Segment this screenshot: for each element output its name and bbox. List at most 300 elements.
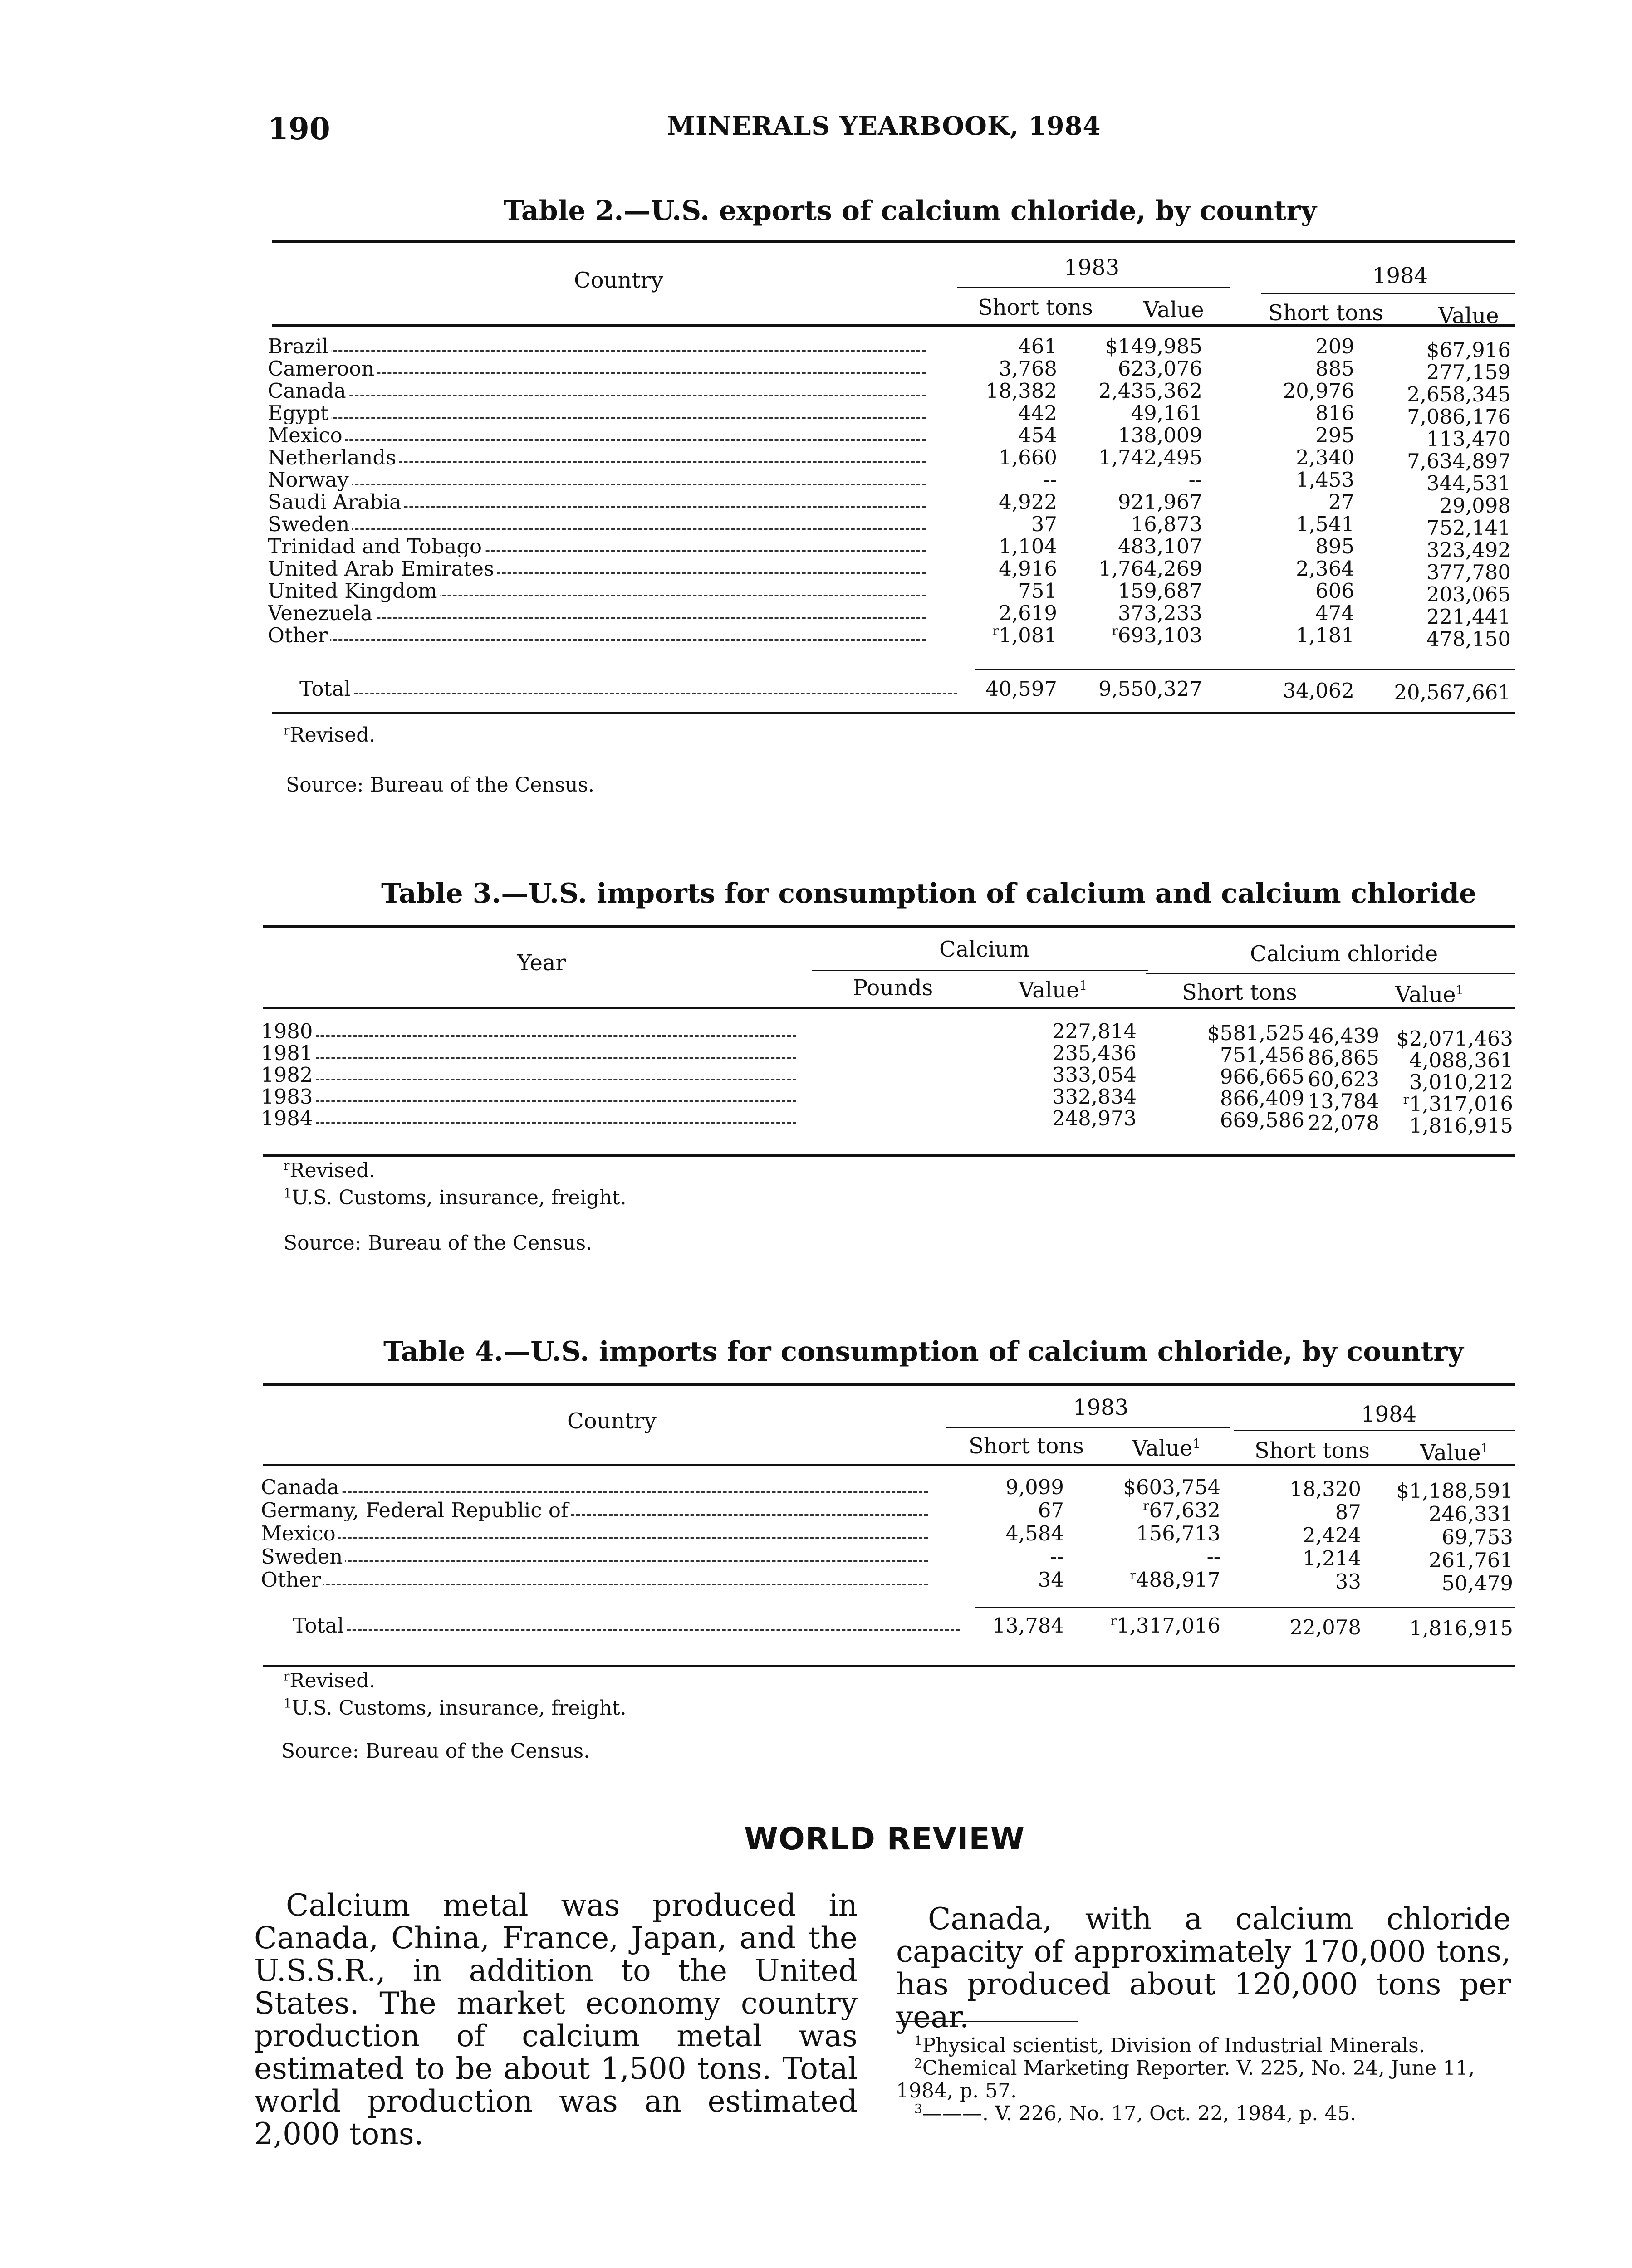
leader-dots bbox=[261, 1100, 796, 1102]
cell-value: 227,814 bbox=[1052, 1019, 1137, 1043]
revised-mark: r bbox=[1130, 1568, 1136, 1583]
short-tons-1983 bbox=[999, 602, 1057, 624]
table2-year-1984: 1984 bbox=[1372, 263, 1428, 288]
footnote-mark: 1 bbox=[284, 1185, 292, 1201]
cell-value: 27 bbox=[1328, 490, 1354, 514]
table2-col-short-tons-83: Short tons bbox=[978, 295, 1093, 320]
table4-total-row bbox=[261, 1615, 1518, 1642]
short-tons bbox=[1308, 1047, 1379, 1069]
value-1983 bbox=[1098, 447, 1202, 469]
value-1984 bbox=[1429, 1503, 1513, 1525]
col-value-label: Value bbox=[1395, 982, 1456, 1007]
table2-col-short-tons-84: Short tons bbox=[1268, 300, 1383, 326]
leader-dots bbox=[268, 439, 926, 441]
table3-note-1 bbox=[284, 1186, 627, 1209]
cell-value: 4,584 bbox=[1005, 1521, 1064, 1545]
revised-mark: r bbox=[1403, 1092, 1409, 1107]
total-value-1983 bbox=[1111, 1615, 1220, 1637]
cell-value: 4,916 bbox=[999, 557, 1057, 581]
revised-mark: r bbox=[992, 623, 999, 638]
short-tons-1984 bbox=[1315, 536, 1354, 557]
row-label-text: Canada bbox=[261, 1476, 342, 1498]
cell-value: 86,865 bbox=[1308, 1046, 1379, 1070]
row-label-text: Sweden bbox=[268, 513, 352, 535]
cell-value: 2,340 bbox=[1296, 445, 1354, 469]
row-label-text: Netherlands bbox=[268, 447, 399, 469]
note-text: U.S. Customs, insurance, freight. bbox=[291, 1696, 627, 1720]
short-tons-1983 bbox=[1050, 1546, 1064, 1568]
table2-bottom-rule bbox=[272, 712, 1515, 714]
revised-text: Revised. bbox=[289, 723, 376, 747]
value-1984 bbox=[1407, 406, 1511, 428]
cell-value: 3,010,212 bbox=[1409, 1070, 1513, 1094]
calcium-chloride-value bbox=[1403, 1093, 1513, 1115]
footnote-text: ———. V. 226, No. 17, Oct. 22, 1984, p. 45. bbox=[922, 2102, 1357, 2125]
footnote-mark: 3 bbox=[914, 2101, 922, 2116]
short-tons-1983 bbox=[993, 625, 1057, 646]
row-label bbox=[299, 678, 957, 700]
cell-value: 1,317,016 bbox=[1116, 1613, 1220, 1637]
total-short-tons-1983 bbox=[993, 1615, 1064, 1637]
leader-dots bbox=[268, 639, 926, 641]
short-tons-1984 bbox=[1296, 469, 1354, 491]
short-tons-1983 bbox=[1018, 425, 1057, 446]
revised-text: Revised. bbox=[289, 1159, 376, 1182]
table4-note-1 bbox=[284, 1696, 627, 1720]
leader-dots bbox=[261, 1057, 796, 1059]
row-label bbox=[293, 1615, 960, 1637]
table4-col-short-tons-83: Short tons bbox=[969, 1433, 1084, 1459]
cell-value: 67,632 bbox=[1149, 1498, 1220, 1522]
revised-mark: r bbox=[284, 1158, 290, 1173]
cell-value: 261,761 bbox=[1428, 1548, 1513, 1572]
table4-col-value-84 bbox=[1420, 1440, 1489, 1466]
row-label bbox=[268, 602, 926, 624]
cell-value: 751 bbox=[1018, 579, 1057, 603]
footnote-separator bbox=[896, 2021, 1078, 2022]
short-tons-1984 bbox=[1328, 491, 1354, 513]
cell-value: 34,062 bbox=[1283, 679, 1354, 703]
cell-value: 752,141 bbox=[1426, 516, 1511, 540]
leader-dots bbox=[261, 1122, 796, 1124]
value-1984 bbox=[1426, 339, 1511, 361]
short-tons-1983 bbox=[1038, 1569, 1064, 1591]
footnotes bbox=[896, 2034, 1513, 2125]
table3-note-revised bbox=[284, 1159, 375, 1182]
table2-rows bbox=[268, 336, 1520, 680]
row-label bbox=[268, 513, 926, 535]
short-tons-1983 bbox=[1005, 1523, 1064, 1545]
value-1984 bbox=[1407, 450, 1511, 472]
cell-value: 4,088,361 bbox=[1409, 1048, 1513, 1072]
pounds bbox=[1052, 1108, 1137, 1129]
leader-dots bbox=[261, 1491, 928, 1493]
row-label bbox=[261, 1042, 796, 1064]
table2-span-rule-1983 bbox=[957, 287, 1230, 288]
table4-col-short-tons-84: Short tons bbox=[1255, 1438, 1370, 1463]
row-label bbox=[268, 469, 926, 491]
row-label bbox=[261, 1500, 928, 1521]
cell-value: 69,753 bbox=[1441, 1525, 1513, 1549]
cell-value: 483,107 bbox=[1117, 534, 1202, 558]
table2-top-rule bbox=[272, 240, 1515, 243]
leader-dots bbox=[268, 350, 926, 352]
cell-value: 333,054 bbox=[1052, 1063, 1137, 1087]
calcium-value bbox=[1220, 1110, 1304, 1131]
col-pounds-label: Pounds bbox=[853, 975, 933, 1001]
table4-rows bbox=[261, 1476, 1518, 1608]
footnote-mark: 1 bbox=[914, 2033, 922, 2048]
short-tons-1984 bbox=[1296, 513, 1354, 535]
table3-bottom-rule bbox=[263, 1154, 1515, 1157]
footnote-text: Physical scientist, Division of Industrial Minerals. bbox=[922, 2034, 1425, 2057]
cell-value: 4,922 bbox=[999, 490, 1057, 514]
table4-top-rule bbox=[263, 1383, 1515, 1386]
short-tons-1984 bbox=[1296, 625, 1354, 646]
table2-source: Source: Bureau of the Census. bbox=[286, 773, 595, 797]
row-label bbox=[268, 536, 926, 557]
value-1984 bbox=[1426, 473, 1511, 494]
cell-value: 1,081 bbox=[999, 623, 1057, 647]
cell-value: 1,816,915 bbox=[1409, 1616, 1513, 1640]
value-1983 bbox=[1131, 513, 1202, 535]
footnote-1 bbox=[896, 2034, 1513, 2057]
table3-stub-header: Year bbox=[517, 950, 566, 976]
row-label-text: Norway bbox=[268, 469, 352, 491]
cell-value: 866,409 bbox=[1220, 1086, 1304, 1110]
cell-value: 2,619 bbox=[999, 601, 1057, 625]
cell-value: 18,320 bbox=[1289, 1477, 1361, 1501]
cell-value: -- bbox=[1206, 1545, 1220, 1569]
total-value-1984 bbox=[1394, 682, 1511, 704]
cell-value: 488,917 bbox=[1136, 1568, 1220, 1592]
short-tons-1984 bbox=[1303, 1548, 1361, 1569]
calcium-chloride-value bbox=[1409, 1071, 1513, 1093]
row-label bbox=[268, 425, 926, 446]
row-label-text: Canada bbox=[268, 380, 349, 402]
short-tons-1983 bbox=[1005, 1476, 1064, 1498]
table4-col-value-83 bbox=[1132, 1436, 1201, 1461]
row-label-text: Total bbox=[293, 1615, 347, 1637]
row-label bbox=[268, 580, 926, 602]
cell-value: 921,967 bbox=[1117, 490, 1202, 514]
cell-value: 966,665 bbox=[1220, 1065, 1304, 1089]
cell-value: 20,976 bbox=[1283, 379, 1354, 403]
cell-value: 40,597 bbox=[985, 677, 1057, 701]
leader-dots bbox=[261, 1537, 928, 1539]
short-tons bbox=[1308, 1090, 1379, 1112]
cell-value: 50,479 bbox=[1441, 1571, 1513, 1595]
revised-text: Revised. bbox=[289, 1669, 376, 1692]
row-label-text: 1981 bbox=[261, 1042, 316, 1064]
row-label-text: United Arab Emirates bbox=[268, 558, 497, 580]
short-tons-1983 bbox=[1038, 1500, 1064, 1521]
row-label bbox=[268, 625, 926, 646]
total-value-1984 bbox=[1409, 1618, 1513, 1639]
value-1983 bbox=[1123, 1476, 1220, 1498]
short-tons-1983 bbox=[986, 380, 1057, 402]
row-label-text: Cameroon bbox=[268, 358, 377, 380]
cell-value: 7,634,897 bbox=[1407, 449, 1511, 473]
value-1984 bbox=[1396, 1480, 1513, 1502]
short-tons-1984 bbox=[1283, 380, 1354, 402]
cell-value: 623,076 bbox=[1117, 357, 1202, 381]
cell-value: 1,181 bbox=[1296, 623, 1354, 647]
table2-col-value-84: Value bbox=[1438, 303, 1499, 328]
value-1984 bbox=[1426, 584, 1511, 606]
cell-value: 16,873 bbox=[1131, 512, 1202, 536]
leader-dots bbox=[268, 484, 926, 485]
value-1984 bbox=[1442, 1573, 1513, 1594]
leader-dots bbox=[261, 1035, 796, 1037]
paragraph-left: Calcium metal was produced in Canada, China, France, Japan, and the U.S.S.R., in addition to the United States. The market economy country production of calcium metal was estimated to be about 1,500 tons. Total world production was an estimated 2,000 tons. bbox=[254, 1888, 858, 2151]
short-tons-1983 bbox=[1044, 469, 1057, 491]
short-tons-1984 bbox=[1335, 1501, 1361, 1523]
leader-dots bbox=[299, 693, 957, 694]
row-label bbox=[261, 1569, 928, 1591]
short-tons-1983 bbox=[999, 536, 1057, 557]
short-tons-1984 bbox=[1315, 358, 1354, 380]
cell-value: 235,436 bbox=[1052, 1041, 1137, 1065]
cell-value: 478,150 bbox=[1426, 627, 1511, 651]
cell-value: 693,103 bbox=[1117, 623, 1202, 647]
footnote-mark: 1 bbox=[1456, 982, 1464, 997]
row-label bbox=[261, 1476, 928, 1498]
cell-value: 33 bbox=[1335, 1569, 1361, 1593]
row-label-text: Mexico bbox=[261, 1523, 338, 1545]
table4-note-revised bbox=[284, 1669, 375, 1692]
leader-dots bbox=[261, 1560, 928, 1562]
cell-value: 816 bbox=[1315, 401, 1354, 425]
cell-value: $67,916 bbox=[1426, 338, 1511, 362]
footnote-mark: 1 bbox=[284, 1696, 292, 1711]
table4-title: Table 4.—U.S. imports for consumption of calcium chloride, by country bbox=[383, 1336, 1464, 1368]
value-1984 bbox=[1440, 495, 1511, 517]
value-1984 bbox=[1426, 628, 1511, 650]
cell-value: 895 bbox=[1315, 534, 1354, 558]
short-tons-1983 bbox=[999, 558, 1057, 580]
footnote-mark: 2 bbox=[914, 2056, 922, 2071]
cell-value: 13,784 bbox=[1308, 1089, 1379, 1113]
col-value-label: Value bbox=[1420, 1440, 1481, 1466]
cell-value: 46,439 bbox=[1308, 1024, 1379, 1048]
cell-value: 113,470 bbox=[1426, 427, 1511, 451]
calcium-value bbox=[1220, 1088, 1304, 1110]
cell-value: 246,331 bbox=[1428, 1502, 1513, 1526]
row-label-text: 1984 bbox=[261, 1108, 316, 1129]
cell-value: 751,456 bbox=[1220, 1043, 1304, 1067]
cell-value: 22,078 bbox=[1289, 1615, 1361, 1639]
row-label bbox=[268, 380, 926, 402]
short-tons-1984 bbox=[1296, 558, 1354, 580]
row-label-text: Saudi Arabia bbox=[268, 491, 404, 513]
row-label-text: 1983 bbox=[261, 1086, 316, 1108]
value-1984 bbox=[1407, 384, 1511, 406]
short-tons-1984 bbox=[1303, 1525, 1361, 1546]
row-label-text: 1980 bbox=[261, 1021, 316, 1042]
short-tons bbox=[1308, 1025, 1379, 1047]
cell-value: -- bbox=[1043, 468, 1057, 492]
world-review-left-column bbox=[254, 1889, 858, 2151]
leader-dots bbox=[261, 1079, 796, 1080]
cell-value: 442 bbox=[1018, 401, 1057, 425]
row-label-text: Brazil bbox=[268, 336, 331, 357]
cell-value: 1,453 bbox=[1296, 468, 1354, 492]
footnote-text: Chemical Marketing Reporter. V. 225, No. 24, June 11, 1984, p. 57. bbox=[896, 2057, 1475, 2102]
cell-value: 1,742,495 bbox=[1098, 445, 1202, 469]
short-tons-1983 bbox=[999, 358, 1057, 380]
value-1983 bbox=[1118, 580, 1202, 602]
short-tons-1983 bbox=[1031, 513, 1057, 535]
footnote-mark: 1 bbox=[1192, 1436, 1201, 1451]
value-1984 bbox=[1426, 606, 1511, 628]
row-label-text: Mexico bbox=[268, 425, 345, 446]
value-1983 bbox=[1118, 491, 1202, 513]
value-1983 bbox=[1118, 602, 1202, 624]
table2-total-row bbox=[268, 678, 1520, 705]
short-tons-1984 bbox=[1315, 402, 1354, 424]
cell-value: 138,009 bbox=[1117, 423, 1202, 447]
leader-dots bbox=[268, 528, 926, 530]
table3-header-rule bbox=[263, 1007, 1515, 1009]
value-1983 bbox=[1118, 358, 1202, 380]
calcium-value bbox=[1220, 1066, 1304, 1088]
cell-value: 20,567,661 bbox=[1394, 680, 1511, 704]
table2-title: Table 2.—U.S. exports of calcium chloride, by country bbox=[504, 195, 1317, 227]
cell-value: 2,364 bbox=[1296, 557, 1354, 581]
cell-value: 209 bbox=[1315, 334, 1354, 358]
table4-total-rule bbox=[975, 1607, 1515, 1608]
cell-value: 29,098 bbox=[1439, 494, 1511, 518]
cell-value: 159,687 bbox=[1117, 579, 1202, 603]
cell-value: 9,550,327 bbox=[1098, 677, 1202, 701]
table3-title: Table 3.—U.S. imports for consumption of calcium and calcium chloride bbox=[381, 878, 1477, 909]
row-label bbox=[268, 491, 926, 513]
pounds bbox=[1052, 1086, 1137, 1108]
short-tons-1984 bbox=[1315, 602, 1354, 624]
revised-mark: r bbox=[1110, 1613, 1117, 1628]
row-label-text: Trinidad and Tobago bbox=[268, 536, 485, 557]
short-tons bbox=[1308, 1112, 1379, 1134]
cell-value: 1,317,016 bbox=[1409, 1092, 1513, 1116]
value-1984 bbox=[1426, 539, 1511, 561]
pounds bbox=[1052, 1042, 1137, 1064]
world-review-heading: WORLD REVIEW bbox=[744, 1821, 1025, 1857]
cell-value: 87 bbox=[1335, 1500, 1361, 1524]
cell-value: $581,525 bbox=[1207, 1021, 1304, 1045]
page-number: 190 bbox=[268, 111, 330, 147]
cell-value: 3,768 bbox=[999, 357, 1057, 381]
total-short-tons-1984 bbox=[1283, 680, 1354, 702]
table3-source: Source: Bureau of the Census. bbox=[284, 1232, 593, 1255]
paragraph-right: Canada, with a calcium chloride capacity of approximately 170,000 tons, has produced about 120,000 tons per year. bbox=[896, 1901, 1511, 2034]
cell-value: 60,623 bbox=[1308, 1067, 1379, 1091]
short-tons-1983 bbox=[1018, 580, 1057, 602]
pounds bbox=[1052, 1021, 1137, 1042]
table4-source: Source: Bureau of the Census. bbox=[281, 1740, 590, 1763]
cell-value: $2,071,463 bbox=[1396, 1026, 1513, 1051]
cell-value: 9,099 bbox=[1005, 1475, 1064, 1499]
short-tons bbox=[1308, 1069, 1379, 1090]
cell-value: 13,784 bbox=[992, 1613, 1064, 1637]
cell-value: -- bbox=[1188, 468, 1202, 492]
cell-value: 454 bbox=[1018, 423, 1057, 447]
revised-mark: r bbox=[1143, 1498, 1149, 1513]
cell-value: $149,985 bbox=[1105, 334, 1202, 358]
row-label bbox=[261, 1523, 928, 1545]
total-value-1983 bbox=[1098, 678, 1202, 700]
revised-mark: r bbox=[1112, 623, 1118, 638]
cell-value: 277,159 bbox=[1426, 360, 1511, 384]
table4-span-rule-1984 bbox=[1234, 1430, 1515, 1431]
cell-value: 332,834 bbox=[1052, 1085, 1137, 1109]
short-tons-1984 bbox=[1315, 580, 1354, 602]
table4-span-rule-1983 bbox=[946, 1427, 1230, 1428]
pounds bbox=[1052, 1064, 1137, 1086]
table3-group-calcium-chloride: Calcium chloride bbox=[1250, 941, 1438, 967]
value-1984 bbox=[1426, 428, 1511, 450]
row-label bbox=[268, 447, 926, 469]
value-1983 bbox=[1118, 536, 1202, 557]
row-label-text: Sweden bbox=[261, 1546, 345, 1568]
col-value-label: Value bbox=[1019, 978, 1079, 1003]
table4-bottom-rule bbox=[263, 1665, 1515, 1667]
cell-value: 1,764,269 bbox=[1098, 557, 1202, 581]
cell-value: 669,586 bbox=[1220, 1108, 1304, 1132]
cell-value: 344,531 bbox=[1426, 471, 1511, 495]
footnote-3 bbox=[896, 2102, 1513, 2125]
cell-value: 37 bbox=[1031, 512, 1057, 536]
value-1983 bbox=[1131, 402, 1202, 424]
row-label bbox=[268, 336, 926, 357]
cell-value: 49,161 bbox=[1131, 401, 1202, 425]
leader-dots bbox=[293, 1629, 960, 1631]
table4-year-1984: 1984 bbox=[1361, 1402, 1417, 1427]
cell-value: 67 bbox=[1038, 1498, 1064, 1522]
revised-mark: r bbox=[284, 1668, 290, 1684]
table2-year-1983: 1983 bbox=[1064, 255, 1120, 280]
short-tons-1984 bbox=[1315, 336, 1354, 357]
cell-value: 1,816,915 bbox=[1409, 1114, 1513, 1138]
cell-value: 1,660 bbox=[999, 445, 1057, 469]
table2-note-revised bbox=[284, 723, 375, 747]
table3-col-value-calcium bbox=[1019, 978, 1087, 1003]
cell-value: 34 bbox=[1038, 1568, 1064, 1592]
table3-span-rule-chloride bbox=[1146, 973, 1515, 974]
world-review-right-column bbox=[896, 1903, 1511, 2033]
calcium-chloride-value bbox=[1396, 1028, 1513, 1050]
cell-value: 221,441 bbox=[1426, 605, 1511, 629]
revised-mark: r bbox=[284, 723, 290, 738]
cell-value: 2,424 bbox=[1303, 1523, 1361, 1547]
cell-value: -- bbox=[1050, 1545, 1064, 1569]
cell-value: 295 bbox=[1315, 423, 1354, 447]
cell-value: 461 bbox=[1018, 334, 1057, 358]
row-label-text: Germany, Federal Republic of bbox=[261, 1500, 571, 1521]
footnote-mark: 1 bbox=[1480, 1441, 1489, 1456]
total-short-tons-1983 bbox=[986, 678, 1057, 700]
calcium-value bbox=[1207, 1022, 1304, 1044]
note-text: U.S. Customs, insurance, freight. bbox=[291, 1186, 627, 1209]
cell-value: 156,713 bbox=[1136, 1521, 1220, 1545]
short-tons-1984 bbox=[1315, 425, 1354, 446]
calcium-value bbox=[1220, 1044, 1304, 1066]
cell-value: 1,104 bbox=[999, 534, 1057, 558]
short-tons-1983 bbox=[999, 491, 1057, 513]
footnote-2 bbox=[896, 2057, 1513, 2102]
table4-header-rule bbox=[263, 1464, 1515, 1466]
running-head: MINERALS YEARBOOK, 1984 bbox=[667, 111, 1101, 141]
